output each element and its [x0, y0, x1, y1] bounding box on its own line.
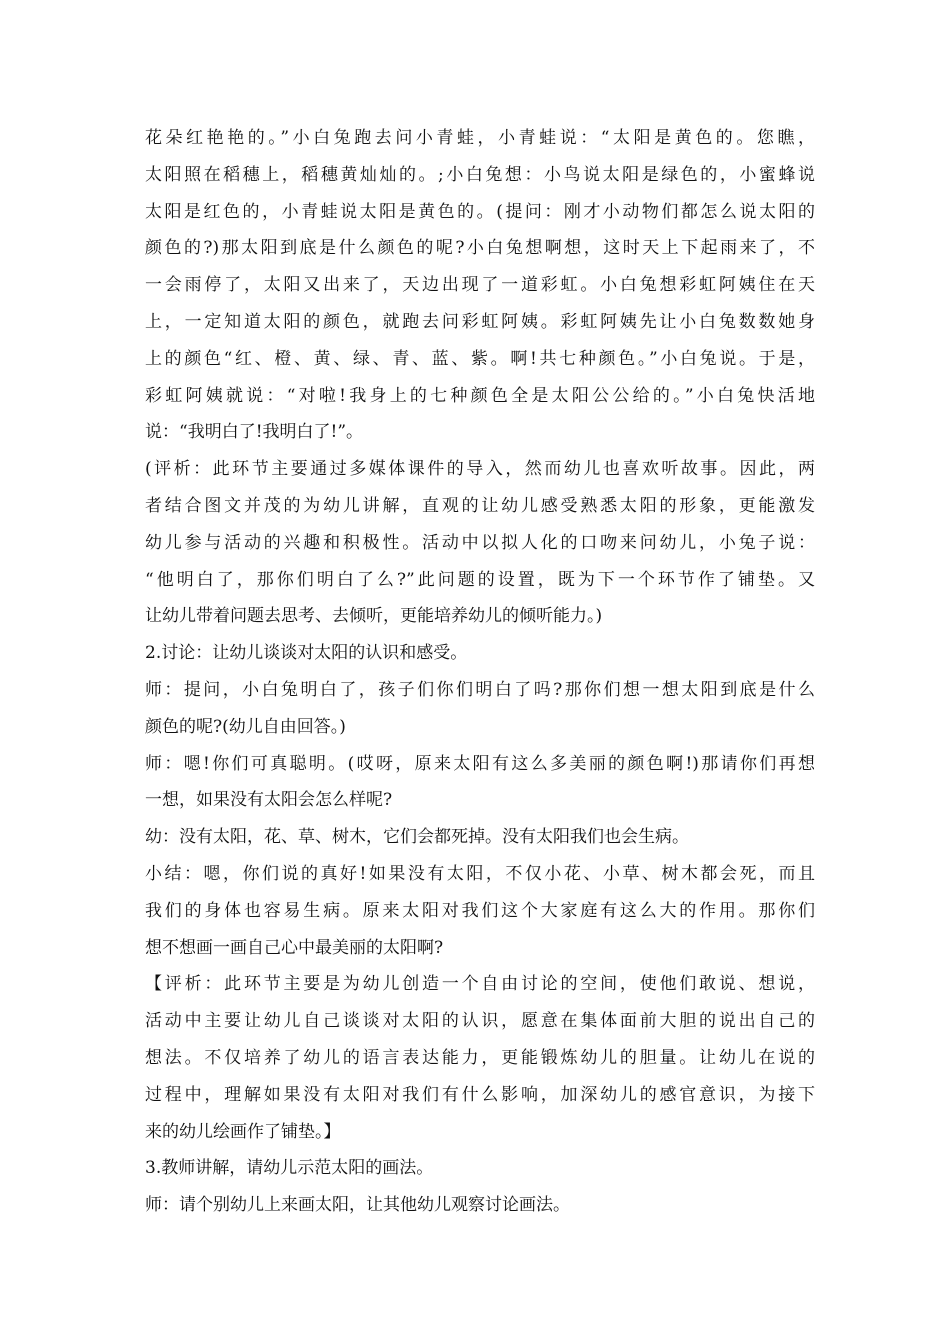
text-line: 者结合图文并茂的为幼儿讲解，直观的让幼儿感受熟悉太阳的形象，更能激发 [145, 495, 815, 516]
text-line: 说：“我明白了!我明白了!”。 [145, 422, 364, 443]
text-line: 过程中，理解如果没有太阳对我们有什么影响，加深幼儿的感官意识，为接下 [145, 1084, 815, 1105]
text-line: (评析：此环节主要通过多媒体课件的导入，然而幼儿也喜欢听故事。因此，两 [145, 459, 815, 480]
text-line: 想法。不仅培养了幼儿的语言表达能力，更能锻炼幼儿的胆量。让幼儿在说的 [145, 1047, 815, 1068]
text-line: 师：请个别幼儿上来画太阳，让其他幼儿观察讨论画法。 [145, 1195, 570, 1216]
text-line: 我们的身体也容易生病。原来太阳对我们这个大家庭有这么大的作用。那你们 [145, 900, 815, 921]
text-line: 太阳是红色的，小青蛙说太阳是黄色的。(提问：刚才小动物们都怎么说太阳的 [145, 201, 815, 222]
document-body [145, 120, 815, 1224]
text-line: 颜色的呢?(幼儿自由回答。) [145, 716, 346, 737]
text-line: 上，一定知道太阳的颜色，就跑去问彩虹阿姨。彩虹阿姨先让小白兔数数她身 [145, 311, 815, 332]
text-line: 想不想画一画自己心中最美丽的太阳啊? [145, 937, 444, 958]
section-heading: 3.教师讲解，请幼儿示范太阳的画法。 [145, 1158, 434, 1179]
text-line: 小结：嗯，你们说的真好!如果没有太阳，不仅小花、小草、树木都会死，而且 [145, 863, 815, 884]
text-line: 活动中主要让幼儿自己谈谈对太阳的认识，愿意在集体面前大胆的说出自己的 [145, 1011, 815, 1032]
text-line: 一会雨停了，太阳又出来了，天边出现了一道彩虹。小白兔想彩虹阿姨住在天 [145, 275, 815, 296]
text-line: 【评析：此环节主要是为幼儿创造一个自由讨论的空间，使他们敢说、想说， [145, 974, 815, 995]
text-line: 颜色的?)那太阳到底是什么颜色的呢?小白兔想啊想，这时天上下起雨来了，不 [145, 238, 815, 259]
text-line: 一想，如果没有太阳会怎么样呢? [145, 790, 393, 811]
text-line: 师：提问，小白兔明白了，孩子们你们明白了吗?那你们想一想太阳到底是什么 [145, 679, 815, 700]
text-line: 幼：没有太阳，花、草、树木，它们会都死掉。没有太阳我们也会生病。 [145, 827, 689, 848]
text-line: “他明白了，那你们明白了么?”此问题的设置，既为下一个环节作了铺垫。又 [145, 569, 815, 590]
text-line: 花朵红艳艳的。”小白兔跑去问小青蛙，小青蛙说：“太阳是黄色的。您瞧， [145, 128, 815, 148]
text-line: 太阳照在稻穗上，稻穗黄灿灿的。;小白兔想：小鸟说太阳是绿色的，小蜜蜂说 [145, 164, 815, 185]
text-line: 师：嗯!你们可真聪明。(哎呀，原来太阳有这么多美丽的颜色啊!)那请你们再想 [145, 753, 815, 774]
text-line: 幼儿参与活动的兴趣和积极性。活动中以拟人化的口吻来问幼儿，小兔子说： [145, 532, 815, 553]
text-line: 上的颜色“红、橙、黄、绿、青、蓝、紫。啊!共七种颜色。”小白兔说。于是， [145, 348, 815, 369]
text-line: 来的幼儿绘画作了铺垫。】 [145, 1121, 341, 1142]
section-heading: 2.讨论：让幼儿谈谈对太阳的认识和感受。 [145, 643, 468, 664]
text-line: 彩虹阿姨就说：“对啦!我身上的七种颜色全是太阳公公给的。”小白兔快活地 [145, 385, 815, 406]
text-line: 让幼儿带着问题去思考、去倾听，更能培养幼儿的倾听能力。) [145, 606, 603, 627]
